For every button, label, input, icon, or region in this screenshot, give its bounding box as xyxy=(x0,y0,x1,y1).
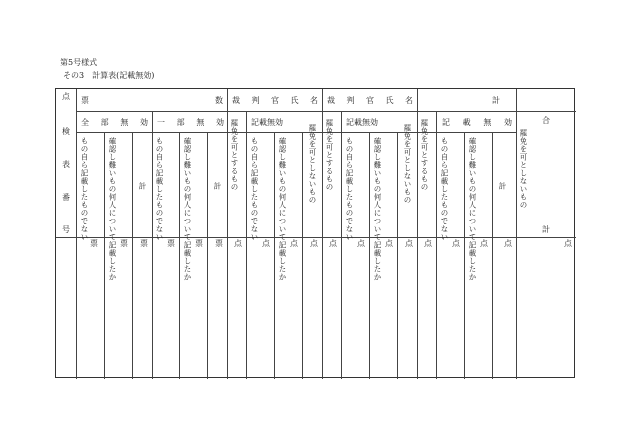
col-divider xyxy=(179,132,180,379)
col-divider xyxy=(207,132,208,379)
hard-to-confirm-label: 確認し難いもの何人について記載したか xyxy=(278,137,287,281)
unit-point: 点 xyxy=(290,239,298,248)
row-label-char: 号 xyxy=(62,225,70,234)
unit-point: 点 xyxy=(424,239,432,248)
partial-invalid-header: 一 部 無 効 xyxy=(157,118,224,127)
count-header: 数 xyxy=(215,96,223,105)
unit-point: 点 xyxy=(504,239,512,248)
subtotal-label: 計 xyxy=(213,182,222,190)
subtotal-label: 計 xyxy=(498,182,507,190)
judge-name-header: 裁 判 官 氏 名 xyxy=(232,96,318,105)
hard-to-confirm-label: 確認し難いもの何人について記載したか xyxy=(468,137,477,281)
col-divider xyxy=(274,132,275,379)
votes-header: 票 xyxy=(81,96,89,105)
col-divider xyxy=(246,111,247,379)
record-invalid-header: 記載無効 xyxy=(251,118,283,127)
dismiss-ok-label: 罷免を可とするもの xyxy=(325,119,334,191)
grand-total-bottom: 計 xyxy=(542,225,550,234)
grand-total-top: 合 xyxy=(542,116,550,125)
col-divider xyxy=(492,132,493,379)
dismiss-not-ok-label: 罷免を可としないもの xyxy=(308,124,317,204)
self-written-label: もの自ら記載したものでない xyxy=(155,137,164,241)
col-divider xyxy=(417,89,418,379)
calculation-table xyxy=(55,88,575,378)
dismiss-not-ok-label: 罷免を可としないもの xyxy=(403,124,412,204)
hard-to-confirm-label: 確認し難いもの何人について記載したか xyxy=(373,137,382,281)
col-divider xyxy=(397,132,398,379)
row-label-char: 表 xyxy=(62,160,70,169)
col-divider xyxy=(152,111,153,379)
record-invalid-header: 記載無効 xyxy=(346,118,378,127)
col-divider xyxy=(341,111,342,379)
self-written-label: もの自ら記載したものでない xyxy=(80,137,89,241)
unit-point: 点 xyxy=(480,239,488,248)
unit-vote: 票 xyxy=(120,239,128,248)
all-invalid-header: 全 部 無 効 xyxy=(81,118,148,127)
col-divider xyxy=(104,132,105,379)
col-divider xyxy=(516,89,517,379)
unit-point: 点 xyxy=(329,239,337,248)
unit-point: 点 xyxy=(310,239,318,248)
row-divider-subheader xyxy=(76,132,516,133)
unit-vote: 票 xyxy=(215,239,223,248)
dismiss-ok-label: 罷免を可とするもの xyxy=(230,119,239,191)
self-written-label: もの自ら記載したものでない xyxy=(250,137,259,241)
unit-vote: 票 xyxy=(167,239,175,248)
unit-point: 点 xyxy=(452,239,460,248)
unit-vote: 票 xyxy=(195,239,203,248)
record-invalid-header: 記 載 無 効 xyxy=(442,118,512,127)
dismiss-not-ok-label: 罷免を可としないもの xyxy=(519,129,528,209)
total-header: 計 xyxy=(492,96,500,105)
row-divider-body xyxy=(56,237,576,238)
row-divider-header xyxy=(76,111,576,112)
subtotal-label: 計 xyxy=(138,182,147,190)
row-label-char: 点 xyxy=(62,92,70,101)
unit-point: 点 xyxy=(385,239,393,248)
col-divider xyxy=(369,132,370,379)
col-divider xyxy=(227,89,228,379)
hard-to-confirm-label: 確認し難いもの何人について記載したか xyxy=(108,137,117,281)
hard-to-confirm-label: 確認し難いもの何人について記載したか xyxy=(183,137,192,281)
unit-point: 点 xyxy=(357,239,365,248)
col-divider xyxy=(302,132,303,379)
dismiss-ok-label: 罷免を可とするもの xyxy=(420,119,429,191)
col-divider xyxy=(322,89,323,379)
judge-name-header: 裁 判 官 氏 名 xyxy=(327,96,413,105)
col-divider xyxy=(436,111,437,379)
row-label-char: 検 xyxy=(62,127,70,136)
form-subtitle: その3 計算表(記載無効) xyxy=(63,71,155,80)
unit-point: 点 xyxy=(564,239,572,248)
row-label-char: 番 xyxy=(62,193,70,202)
form-number: 第5号様式 xyxy=(60,58,98,67)
self-written-label: もの自ら記載したものでない xyxy=(440,137,449,241)
unit-point: 点 xyxy=(234,239,242,248)
col-divider xyxy=(464,132,465,379)
unit-point: 点 xyxy=(262,239,270,248)
col-divider xyxy=(132,132,133,379)
col-divider xyxy=(76,89,77,379)
self-written-label: もの自ら記載したものでない xyxy=(345,137,354,241)
unit-vote: 票 xyxy=(90,239,98,248)
unit-vote: 票 xyxy=(140,239,148,248)
unit-point: 点 xyxy=(405,239,413,248)
